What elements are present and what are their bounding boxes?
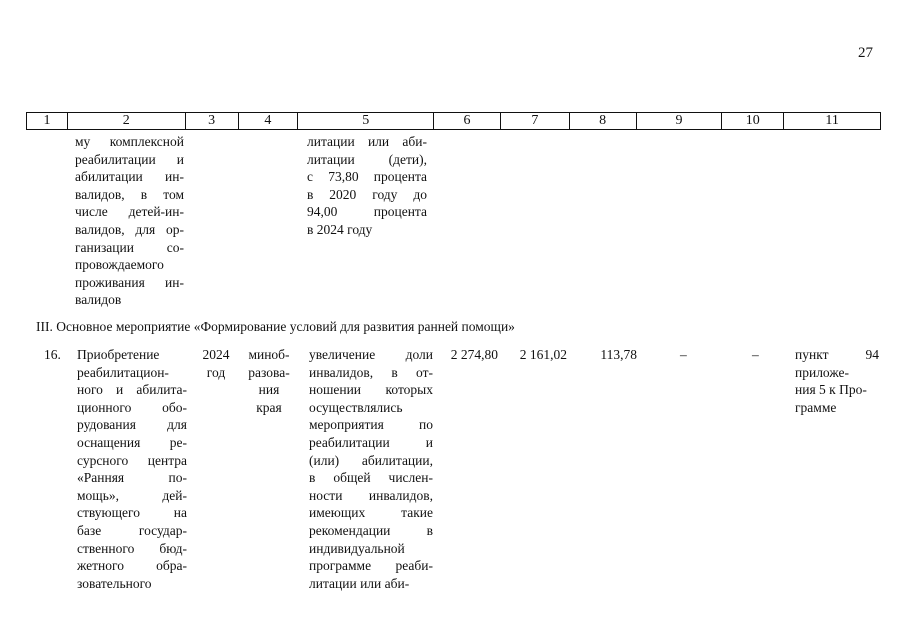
page-number: 27 — [858, 45, 873, 61]
row16-measure-text — [77, 346, 187, 592]
text-line: имеющих такие — [309, 505, 433, 521]
text-line: литации или аби- — [307, 134, 427, 149]
text-line: литации (дети), — [307, 151, 427, 167]
text-line: ношении которых — [309, 382, 433, 398]
row16-col9-dash: – — [680, 347, 687, 362]
row16-indicator-text — [309, 346, 433, 592]
text-line: мощь», дей- — [77, 487, 187, 503]
text-line: ного и абилита- — [77, 382, 187, 398]
text-line: ствующего на — [77, 505, 187, 521]
text-line: ния 5 к Про- — [795, 382, 867, 398]
text-line: му комплексной — [75, 134, 184, 149]
text-line: разова- — [248, 364, 290, 380]
text-line: края — [256, 399, 282, 415]
header-col-3: 3 — [186, 113, 239, 129]
row16-federal-amount: 2 161,02 — [519, 347, 567, 362]
text-line: сурсного центра — [77, 452, 187, 468]
text-line: с 73,80 процента — [307, 169, 427, 185]
section-title: III. Основное мероприятие «Формирование условий для развития ранней помощи» — [36, 319, 515, 334]
text-line: приложе- — [795, 364, 849, 380]
text-line: пункт 94 — [795, 347, 879, 362]
row16-total-amount: 2 274,80 — [450, 347, 498, 362]
header-col-5: 5 — [298, 113, 434, 129]
text-line: (или) абилитации, — [309, 452, 433, 468]
text-line: зовательного — [77, 575, 152, 591]
text-line: проживания ин- — [75, 274, 184, 290]
text-line: мероприятия по — [309, 417, 433, 433]
text-line: рудования для — [77, 417, 187, 433]
text-line: миноб- — [248, 347, 290, 362]
text-line: абилитации ин- — [75, 169, 184, 185]
row16-year — [196, 346, 236, 381]
header-col-6: 6 — [434, 113, 501, 129]
text-line: год — [206, 364, 226, 380]
text-line: числе детей-ин- — [75, 204, 184, 220]
row16-reference — [795, 346, 879, 416]
text-line: программе реаби- — [309, 558, 433, 574]
text-line: грамме — [795, 399, 837, 415]
header-col-4: 4 — [239, 113, 299, 129]
text-line: ганизации со- — [75, 239, 184, 255]
text-line: индивидуальной — [309, 540, 405, 556]
text-line: базе государ- — [77, 522, 187, 538]
header-col-7: 7 — [501, 113, 570, 129]
text-line: оснащения ре- — [77, 434, 187, 450]
text-line: валидов — [75, 292, 122, 308]
text-line: увеличение доли — [309, 347, 433, 362]
text-line: ственного бюд- — [77, 540, 187, 556]
row-number: 16. — [44, 347, 61, 362]
text-line: Приобретение — [77, 347, 160, 362]
row16-regional-amount: 113,78 — [600, 347, 637, 362]
header-col-2: 2 — [68, 113, 186, 129]
text-line: ния — [258, 382, 280, 398]
row16-executor — [244, 346, 294, 416]
text-line: в 2024 году — [307, 221, 373, 237]
header-col-10: 10 — [722, 113, 784, 129]
text-line: 2024 — [202, 347, 230, 362]
row16-col10-dash: – — [752, 347, 759, 362]
text-line: провождаемого — [75, 257, 164, 273]
text-line: валидов, в том — [75, 186, 184, 202]
text-line: ционного обо- — [77, 399, 187, 415]
text-line: реабилитации и — [309, 434, 433, 450]
text-line: жетного обра- — [77, 558, 187, 574]
text-line: «Ранняя по- — [77, 470, 187, 486]
text-line: в 2020 году до — [307, 186, 427, 202]
header-col-8: 8 — [570, 113, 637, 129]
text-line: валидов, для ор- — [75, 221, 184, 237]
text-line: рекомендации в — [309, 522, 433, 538]
text-line: осуществлялись — [309, 399, 403, 415]
text-line: 94,00 процента — [307, 204, 427, 220]
text-line: реабилитацион- — [77, 364, 169, 380]
header-col-1: 1 — [27, 113, 68, 129]
continued-row-measure-text — [75, 133, 184, 309]
text-line: литации или аби- — [309, 575, 410, 591]
continued-row-indicator-text — [307, 133, 427, 239]
header-col-9: 9 — [637, 113, 723, 129]
text-line: ности инвалидов, — [309, 487, 433, 503]
header-col-11: 11 — [825, 113, 839, 128]
column-number-header — [26, 112, 881, 130]
text-line: реабилитации и — [75, 151, 184, 167]
text-line: в общей числен- — [309, 470, 433, 486]
text-line: инвалидов, в от- — [309, 364, 433, 380]
